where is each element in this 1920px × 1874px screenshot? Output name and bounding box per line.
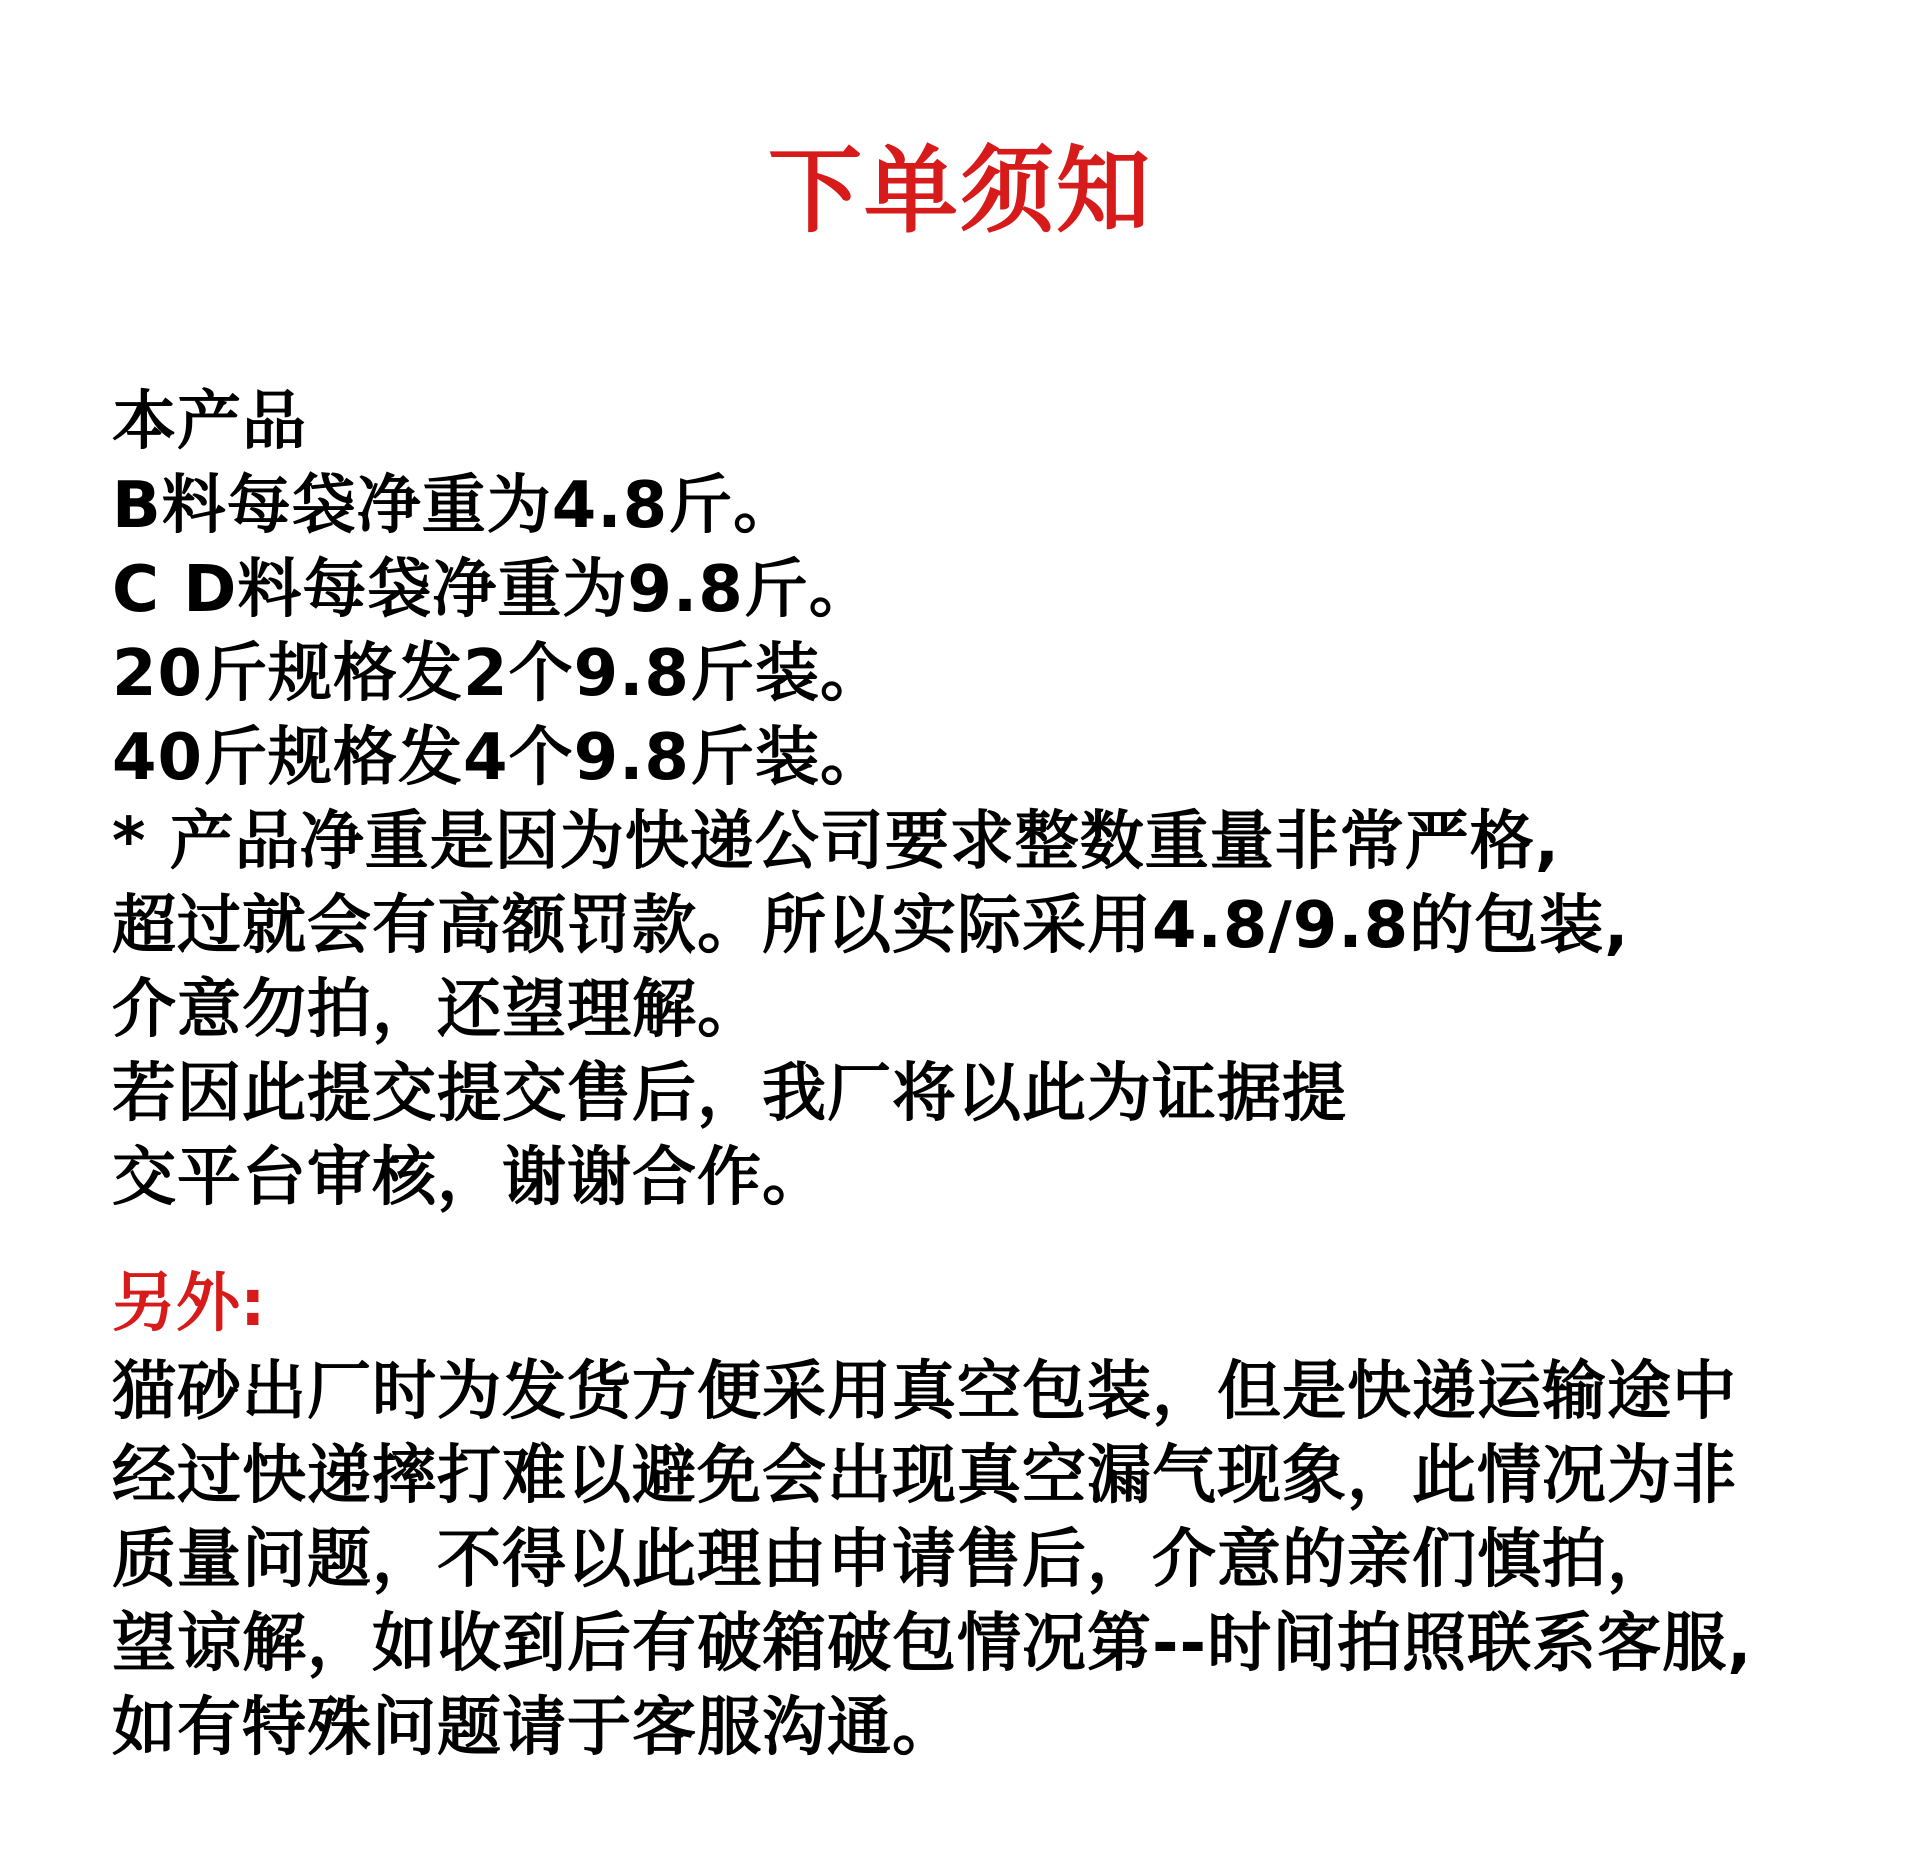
- notice-line: 介意勿拍，还望理解。: [112, 973, 762, 1047]
- notice-line: 交平台审核，谢谢合作。: [112, 1141, 827, 1215]
- extra-line: 经过快递摔打难以避免会出现真空漏气现象，此情况为非: [112, 1439, 1737, 1513]
- extra-line: 如有特殊问题请于客服沟通。: [112, 1691, 957, 1765]
- notice-line: 20斤规格发2个9.8斤装。: [112, 637, 885, 711]
- notice-line: B料每袋净重为4.8斤。: [112, 469, 799, 543]
- notice-line: C D料每袋净重为9.8斤。: [112, 553, 874, 627]
- page-title: 下单须知: [767, 137, 1152, 246]
- notice-line: * 产品净重是因为快递公司要求整数重量非常严格,: [112, 805, 1561, 879]
- extra-line: 猫砂出厂时为发货方便采用真空包装，但是快递运输途中: [112, 1355, 1737, 1429]
- extra-line: 望谅解，如收到后有破箱破包情况第--时间拍照联系客服,: [112, 1607, 1753, 1681]
- notice-line: 本产品: [112, 385, 307, 459]
- notice-line: 若因此提交提交售后，我厂将以此为证据提: [112, 1057, 1347, 1131]
- notice-section: [112, 380, 1872, 1220]
- extra-heading: 另外:: [112, 1267, 266, 1341]
- extra-section: [112, 1350, 1892, 1770]
- extra-line: 质量问题，不得以此理由申请售后，介意的亲们慎拍，: [112, 1523, 1672, 1597]
- notice-line: 超过就会有高额罚款。所以实际采用4.8/9.8的包装,: [112, 889, 1630, 963]
- notice-line: 40斤规格发4个9.8斤装。: [112, 721, 885, 795]
